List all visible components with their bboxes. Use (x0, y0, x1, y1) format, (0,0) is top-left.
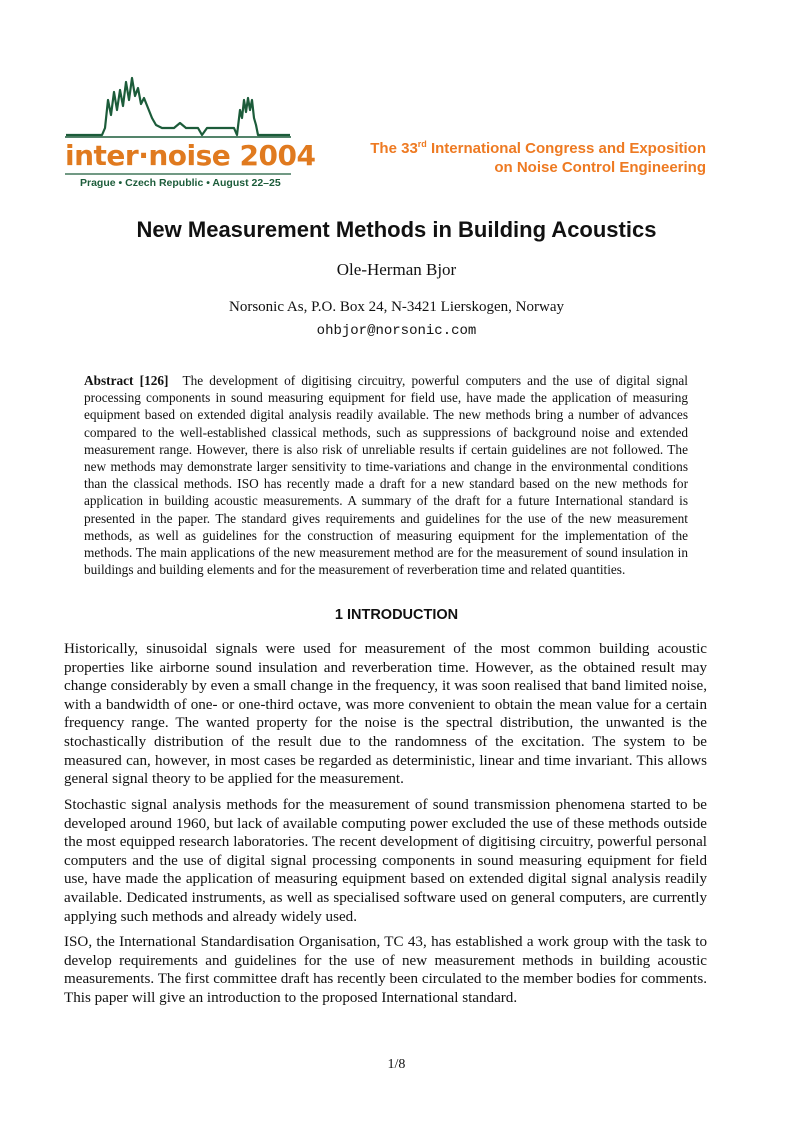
body-paragraph: Stochastic signal analysis methods for the measurement of sound transmission phenomena started to be developed around 1960, but lack of available computing power excluded the use of these methods outside the most equipped research laboratories. The recent development of digitising circuitry, powerful personal computers and the use of digital signal processing components in sound measuring equipment for field use, have made the application of measuring equipment based on extended digital signal analysis readily available. Dedicated instruments, as well as specialised software used on general computers, are currently applying such methods and already widely used. (64, 797, 707, 925)
congress-line-2: on Noise Control Engineering (494, 159, 706, 176)
abstract-label: Abstract [126] (84, 373, 169, 388)
congress-ordinal: The 33 (370, 140, 418, 157)
page-number: 1/8 (387, 1057, 406, 1072)
logo-subline: Prague • Czech Republic • August 22–25 (80, 177, 281, 189)
congress-line-1 (370, 139, 706, 158)
conference-logo (62, 70, 316, 190)
author-name: Ole-Herman Bjor (336, 260, 457, 279)
logo-wordmark: inter·noise 2004 (65, 139, 316, 172)
abstract (84, 372, 688, 578)
author-affiliation: Norsonic As, P.O. Box 24, N-3421 Lierskogen, Norway (229, 299, 564, 315)
skyline-graphic (62, 70, 294, 190)
body-paragraph: Historically, sinusoidal signals were used for measurement of the most common building acoustic properties like airborne sound insulation and reverberation time. However, as the obtained result may change considerably by even a small change in the frequency, it was soon realised that band limited noise, with a bandwidth of one- or one-third octave, was more convenient to obtain the mean value for a certain frequency range. The wanted property for the noise is the spectral distribution, the unwanted is the stochastically distribution of the result due to the randomness of the excitation. The system to be measured can, however, in most cases be regarded as deterministic, linear and time invariant. This allows general signal theory to be applied for the measurement. (64, 641, 707, 788)
author-email: ohbjor@norsonic.com (316, 323, 477, 339)
abstract-text: The development of digitising circuitry, powerful computers and the use of digital signal processing components in sound measuring equipment for field use, have made the application of measuring equipment based on extended digital analysis readily available. The new methods bring a number of advances compared to the well-established classical methods, such as suppressions of background noise and extended measurement range. However, there is also risk of unreliable results if certain guidelines are not followed. The new methods may demonstrate larger sensitivity to time-variations and change in the environmental conditions than the classical methods. ISO has recently made a draft for a new standard based on the new methods for application in building acoustic measurements. A summary of the draft for a future International standard is presented in the paper. The standard gives requirements and guidelines for the use of the new measurement methods, as well as guidelines for the construction of measuring equipment for the implementation of the methods. The main applications of the new measurement method are for the measurement of sound insulation in buildings and building elements and for the measurement of reverberation time and related quantities. (84, 373, 688, 578)
section-heading: 1 INTRODUCTION (334, 607, 459, 623)
congress-name: International Congress and Exposition (426, 140, 706, 157)
congress-heading (370, 139, 706, 177)
body-paragraph: ISO, the International Standardisation Organisation, TC 43, has established a work group with the task to develop requirements and guidelines for the use of new measurement methods in building acoustic measurements. The first committee draft has recently been circulated to the member bodies for comments. This paper will give an introduction to the proposed International standard. (64, 934, 707, 1006)
congress-ordinal-suffix: rd (417, 139, 427, 149)
paper-title: New Measurement Methods in Building Acoustics (136, 217, 657, 242)
